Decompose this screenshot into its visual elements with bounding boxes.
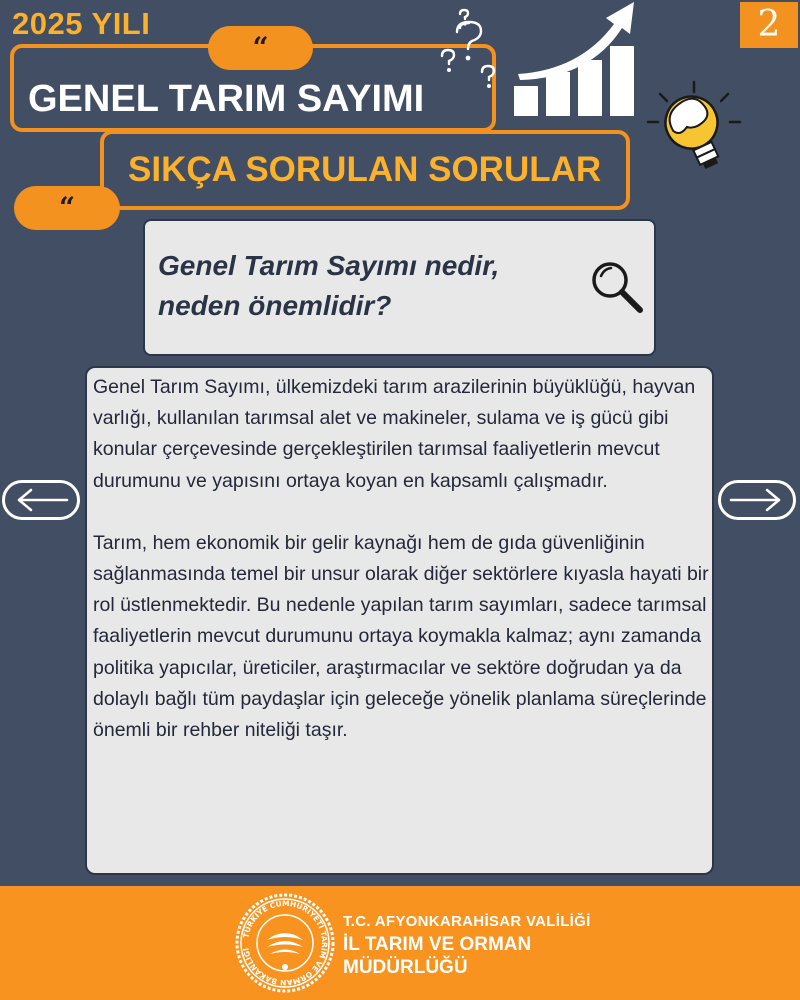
arrow-right-icon (721, 483, 793, 517)
svg-text:TÜRKİYE CUMHURİYETİ TARIM VE O: TÜRKİYE CUMHURİYETİ TARIM VE ORMAN BAKANLIĞI (241, 898, 330, 988)
org-line-3: MÜDÜRLÜĞÜ (343, 957, 468, 978)
quote-pill-bottom: “ (14, 186, 120, 230)
answer-paragraph-2: Tarım, hem ekonomik bir gelir kaynağı hem de gıda güvenliğinin sağlanmasında temel bir unsur olarak diğer sektörlere kıyasla hayati bir rol üstlenmektedir. Bu nedenle yapılan tarım sayımları, sadece tarımsal faaliyetlerin mevcut durumunu ortaya koymakla kalmaz; aynı zamanda politika yapıcılar, üreticiler, araştırmacılar ve sektöre doğrudan ya da dolaylı bağlı tüm paydaşlar için geleceğe yönelik planlama süreçlerinde önemli bir rehber niteliği taşır. (93, 531, 709, 742)
lightbulb-brain-icon (644, 78, 744, 178)
page-title: GENEL TARIM SAYIMI (28, 78, 425, 120)
quote-pill-top: “ (208, 26, 313, 70)
org-line-1: T.C. AFYONKARAHİSAR VALİLİĞİ (343, 913, 591, 930)
year-label: 2025 YILI (12, 6, 151, 41)
question-line-2: neden önemlidir? (158, 290, 392, 321)
answer-text (93, 372, 711, 777)
page-subtitle: SIKÇA SORULAN SORULAR (128, 150, 602, 189)
search-icon (588, 258, 646, 316)
growth-chart-icon (510, 0, 638, 120)
page-number-badge: 2 (740, 2, 798, 48)
question-line-1: Genel Tarım Sayımı nedir, (158, 250, 500, 281)
question-marks-icon (432, 8, 504, 92)
arrow-left-icon (5, 483, 77, 517)
organization-name (343, 913, 591, 979)
next-button[interactable] (718, 480, 796, 520)
previous-button[interactable] (2, 480, 80, 520)
answer-paragraph-1: Genel Tarım Sayımı, ülkemizdeki tarım arazilerinin büyüklüğü, hayvan varlığı, kullanılan tarımsal alet ve makineler, sulama ve iş gücü gibi konular çerçevesinde gerçekleştirilen tarımsal faaliyetlerin mevcut durumunu ve yapısını ortaya koyan en kapsamlı çalışmadır. (93, 376, 696, 492)
question-text (158, 246, 558, 326)
ministry-seal-icon (234, 892, 336, 994)
org-line-2: İL TARIM VE ORMAN (343, 934, 532, 955)
